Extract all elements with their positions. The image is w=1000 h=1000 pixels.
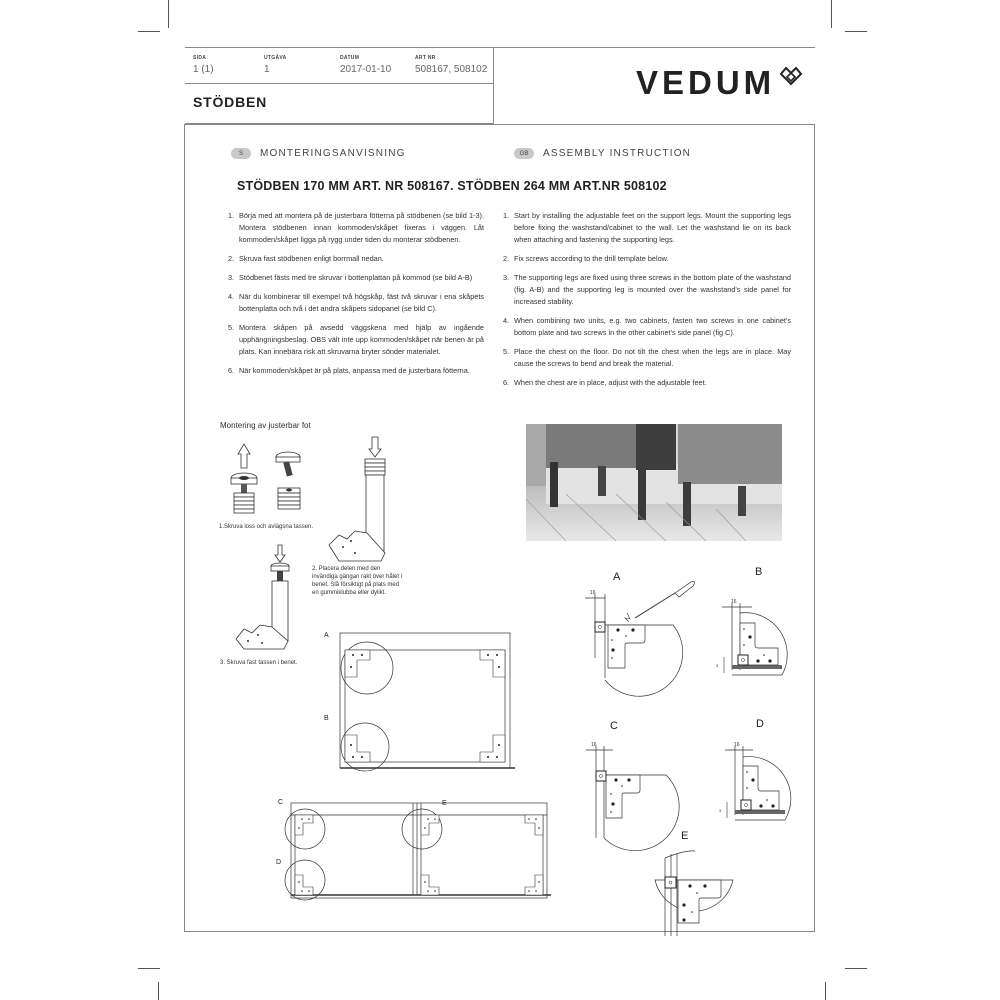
logo-heart-icon bbox=[778, 64, 804, 86]
header-mid-rule bbox=[185, 83, 493, 84]
overview-label-d: D bbox=[276, 859, 282, 866]
meta-value: 1 (1) bbox=[193, 64, 214, 75]
step-number: 5. bbox=[503, 347, 510, 356]
figure-label-d: D bbox=[756, 718, 764, 730]
figure-label-e: E bbox=[681, 830, 689, 842]
dim-label: 16 bbox=[590, 590, 596, 596]
step-item bbox=[503, 377, 791, 389]
steps-sv bbox=[228, 210, 484, 384]
crop-mark bbox=[825, 982, 826, 1000]
step-number: 5. bbox=[228, 323, 235, 332]
step-item bbox=[503, 315, 791, 339]
meta-label: ART NR bbox=[415, 55, 436, 61]
meta-label: UTGÅVA bbox=[264, 55, 287, 61]
crop-mark bbox=[168, 0, 169, 28]
lang-label: ASSEMBLY INSTRUCTION bbox=[543, 148, 692, 159]
crop-mark bbox=[845, 31, 867, 32]
meta-page bbox=[193, 55, 214, 75]
meta-date bbox=[340, 55, 391, 75]
step-text: Stödbenet fästs med tre skruvar i bottenplattan på kommod (se bild A-B) bbox=[239, 273, 473, 282]
step-number: 3. bbox=[228, 273, 235, 282]
foot-step2-caption: 2. Placera delen med den invändiga gängan rakt över hålet i benet. Slå försiktigt på plats med en gummiklubba eller dylikt. bbox=[312, 566, 403, 596]
step-item bbox=[503, 346, 791, 370]
lang-heading-sv bbox=[231, 148, 406, 159]
figure-a-detail bbox=[575, 588, 685, 698]
step-item bbox=[503, 272, 791, 308]
crop-mark bbox=[158, 982, 159, 1000]
foot-section-title: Montering av justerbar fot bbox=[220, 421, 311, 430]
dim-label: 16 bbox=[734, 742, 740, 748]
crop-mark bbox=[845, 968, 867, 969]
step-item bbox=[503, 210, 791, 246]
step-text: The supporting legs are fixed using three screws in the bottom plate of the washstand (fig. A-B) and the supporting leg is mounted over the washstand's side panel for increased stability. bbox=[514, 273, 791, 306]
step-item bbox=[228, 365, 484, 377]
lang-badge: GB bbox=[514, 148, 534, 159]
double-cabinet-overview bbox=[283, 795, 553, 905]
step-item bbox=[228, 272, 484, 284]
crop-mark bbox=[831, 0, 832, 28]
meta-article bbox=[415, 55, 487, 75]
foot-screw-illustration bbox=[230, 543, 300, 653]
step-item bbox=[228, 210, 484, 246]
dim-label: 3 bbox=[716, 663, 719, 668]
crop-mark bbox=[138, 31, 160, 32]
step-text: När du kombinerar till exempel två högskåp, fäst två skruvar i ena skåpets bottenplatta och två i det andra skåpets sidopanel (se bild C). bbox=[239, 292, 484, 313]
step-text: När kommoden/skåpet är på plats, anpassa med de justerbara fötterna. bbox=[239, 366, 470, 375]
step-text: Börja med att montera på de justerbara fötterna på stödbenen (se bild 1-3). Montera stödbenen innan kommoden/skåpet fixeras i väggen. Låt kommoden/skåpet ligga på rygg under tiden du monterar stödbenen. bbox=[239, 211, 484, 244]
figure-d-detail bbox=[713, 740, 813, 840]
header-top-rule bbox=[185, 47, 815, 48]
steps-gb bbox=[503, 210, 791, 396]
product-photo bbox=[526, 424, 782, 541]
meta-value: 508167, 508102 bbox=[415, 64, 488, 75]
meta-edition bbox=[264, 55, 287, 75]
step-text: When the chest are in place, adjust with the adjustable feet. bbox=[514, 378, 707, 387]
step-text: Place the chest on the floor. Do not tilt the chest when the legs are in place. May cause the screws to bend and break the material. bbox=[514, 347, 791, 368]
step-number: 6. bbox=[503, 378, 510, 387]
figure-label-b: B bbox=[755, 566, 763, 578]
header-divider bbox=[493, 47, 494, 124]
step-text: Fix screws according to the drill template below. bbox=[514, 254, 669, 263]
figure-label-a: A bbox=[613, 571, 621, 583]
vedum-logo bbox=[636, 66, 804, 99]
figure-c-detail bbox=[578, 738, 678, 848]
foot-removal-illustration bbox=[220, 440, 310, 520]
step-number: 4. bbox=[228, 292, 235, 301]
lang-heading-gb bbox=[514, 148, 691, 159]
meta-value: 2017-01-10 bbox=[340, 64, 392, 75]
cabinet-bottom-overview bbox=[325, 625, 525, 775]
dim-label: 16 bbox=[731, 599, 737, 605]
step-text: When combining two units, e.g. two cabinets, fasten two screws in one cabinet's bottom plate and two screws in the other cabinet's side panel (fig C). bbox=[514, 316, 791, 337]
step-item bbox=[228, 291, 484, 315]
product-heading: STÖDBEN 170 MM ART. NR 508167. STÖDBEN 264 MM ART.NR 508102 bbox=[237, 179, 667, 193]
step-number: 1. bbox=[228, 211, 235, 220]
foot-step1-caption: 1.Skruva loss och avlägsna tassen. bbox=[219, 524, 314, 530]
step-number: 1. bbox=[503, 211, 510, 220]
lang-label: MONTERINGSANVISNING bbox=[260, 148, 406, 159]
step-number: 4. bbox=[503, 316, 510, 325]
lang-badge: S bbox=[231, 148, 251, 159]
document-title: STÖDBEN bbox=[193, 94, 268, 110]
step-number: 3. bbox=[503, 273, 510, 282]
step-text: Start by installing the adjustable feet on the support legs. Mount the supporting legs before fixing the washstand/cabinet to the wall. Let the washstand lie on its back when attaching and fastening the supporting legs. bbox=[514, 211, 791, 244]
step-number: 2. bbox=[228, 254, 235, 263]
step-item bbox=[228, 253, 484, 265]
figure-label-c: C bbox=[610, 720, 618, 732]
overview-label-b: B bbox=[324, 715, 329, 722]
foot-step3-caption: 3. Skruva fast tassen i benet. bbox=[220, 660, 298, 666]
dim-label: 16 bbox=[591, 742, 597, 748]
step-text: Montera skåpen på avsedd väggskena med hjälp av ingående upphängningsbeslag. OBS vält inte upp kommoden/skåpet när benen är på plats. Kan innebära risk att skruvarna bryter sönder materialet. bbox=[239, 323, 484, 356]
figure-e-detail bbox=[645, 848, 745, 938]
step-item bbox=[503, 253, 791, 265]
leg-insert-illustration bbox=[325, 435, 395, 565]
overview-label-c: C bbox=[278, 799, 284, 806]
step-item bbox=[228, 322, 484, 358]
meta-label: SIDA bbox=[193, 55, 207, 61]
step-text: Skruva fast stödbenen enligt borrmall nedan. bbox=[239, 254, 384, 263]
step-number: 6. bbox=[228, 366, 235, 375]
overview-label-e: E bbox=[442, 800, 447, 807]
logo-text: VEDUM bbox=[636, 64, 776, 101]
dim-label: 3 bbox=[719, 808, 722, 813]
meta-label: DATUM bbox=[340, 55, 360, 61]
overview-label-a: A bbox=[324, 632, 329, 639]
crop-mark bbox=[138, 968, 160, 969]
step-number: 2. bbox=[503, 254, 510, 263]
meta-value: 1 bbox=[264, 64, 270, 75]
figure-b-detail bbox=[712, 595, 822, 705]
